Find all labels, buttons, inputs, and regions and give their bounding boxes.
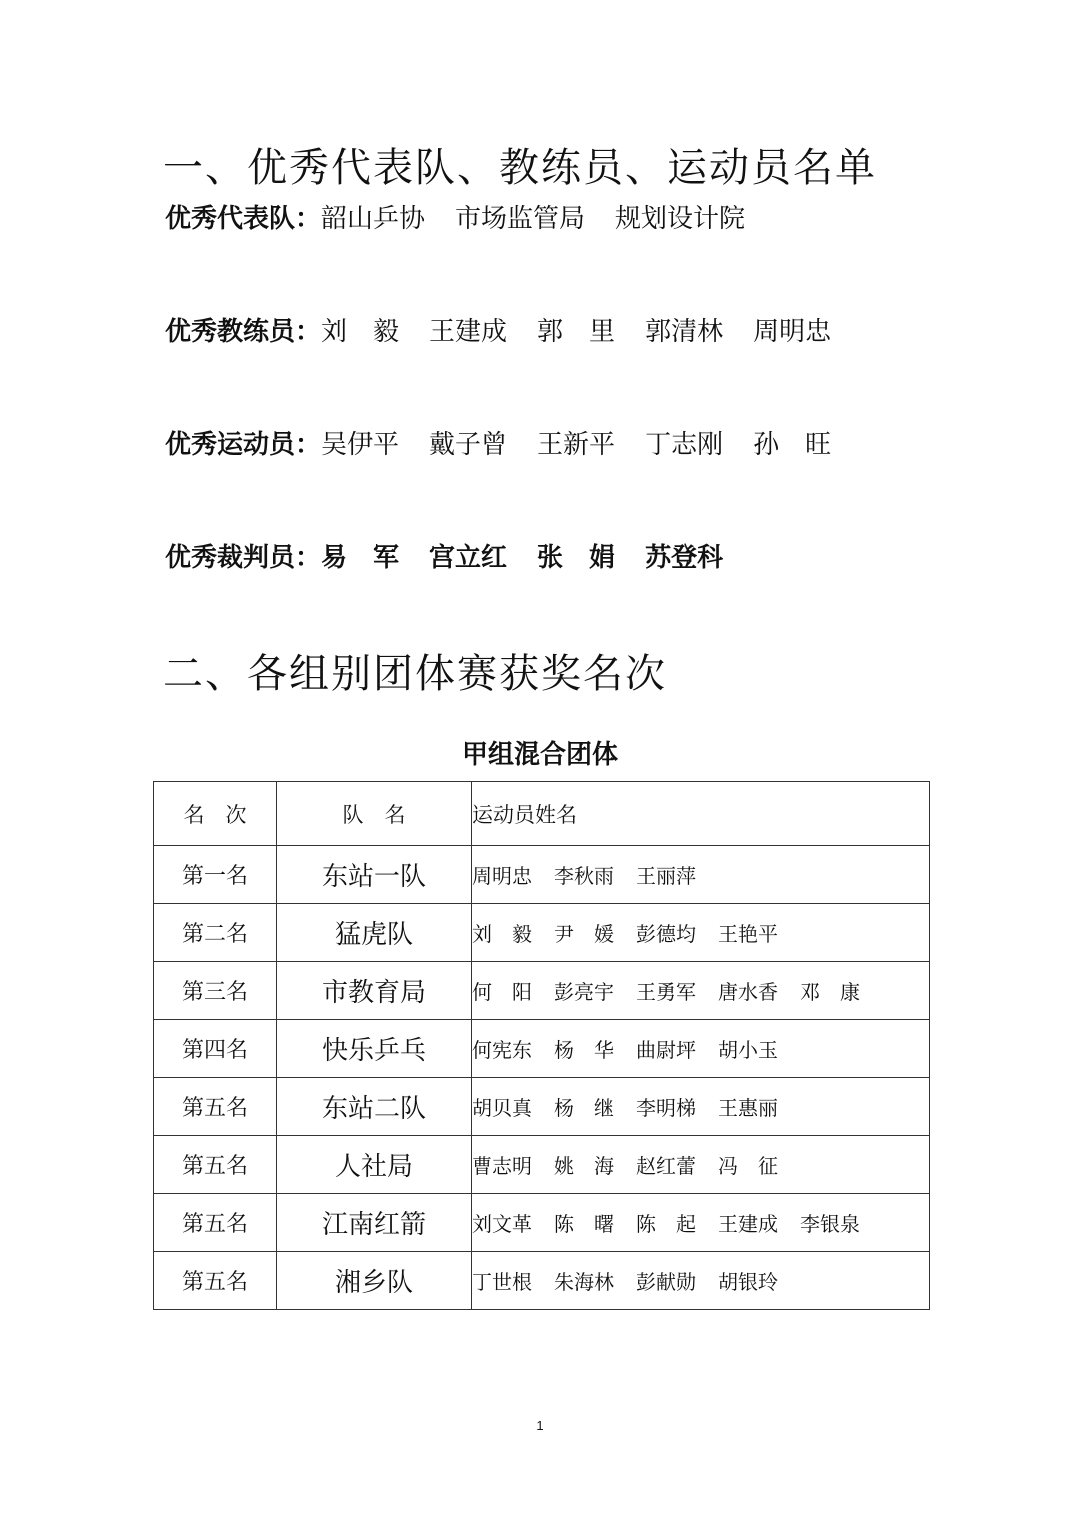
player-name: 邓 康 <box>800 980 860 1004</box>
players-cell <box>472 1194 930 1252</box>
rank-cell: 第五名 <box>154 1078 277 1136</box>
player-name: 朱海林 <box>554 1270 614 1294</box>
player-name: 李秋雨 <box>554 864 614 888</box>
table-row <box>154 1252 930 1310</box>
name-item: 市场监管局 <box>455 204 586 234</box>
table-row <box>154 904 930 962</box>
team-cell: 市教育局 <box>277 962 472 1020</box>
table-row <box>154 1194 930 1252</box>
excellent-referees-row <box>165 537 753 574</box>
player-name: 胡小玉 <box>718 1038 778 1062</box>
team-cell: 湘乡队 <box>277 1252 472 1310</box>
rank-cell: 第五名 <box>154 1194 277 1252</box>
players-cell <box>472 962 930 1020</box>
rank-cell: 第五名 <box>154 1136 277 1194</box>
player-name: 王勇军 <box>636 980 696 1004</box>
row-names <box>321 204 775 234</box>
table-header-row <box>154 782 930 846</box>
table-row <box>154 1078 930 1136</box>
row-names <box>321 317 861 347</box>
table-row <box>154 846 930 904</box>
name-item: 戴子曾 <box>429 430 508 460</box>
name-item: 孙 旺 <box>753 430 832 460</box>
team-cell: 东站二队 <box>277 1078 472 1136</box>
player-name: 何宪东 <box>472 1038 532 1062</box>
player-name: 曲尉坪 <box>636 1038 696 1062</box>
name-item: 吴伊平 <box>321 430 400 460</box>
player-name: 王艳平 <box>718 922 778 946</box>
player-name: 丁世根 <box>472 1270 532 1294</box>
players-cell <box>472 846 930 904</box>
header-team: 队 名 <box>277 782 472 846</box>
name-item: 苏登科 <box>645 543 724 573</box>
name-item: 王建成 <box>429 317 508 347</box>
rank-cell: 第一名 <box>154 846 277 904</box>
player-name: 杨 继 <box>554 1096 614 1120</box>
player-name: 王建成 <box>718 1212 778 1236</box>
player-name: 李银泉 <box>800 1212 860 1236</box>
player-name: 彭亮宇 <box>554 980 614 1004</box>
team-cell: 猛虎队 <box>277 904 472 962</box>
name-item: 周明忠 <box>753 317 832 347</box>
row-names <box>321 543 753 573</box>
player-name: 李明梯 <box>636 1096 696 1120</box>
player-name: 陈 起 <box>636 1212 696 1236</box>
name-item: 易 军 <box>321 543 400 573</box>
excellent-coaches-row <box>165 311 861 348</box>
name-item: 规划设计院 <box>615 204 746 234</box>
player-name: 周明忠 <box>472 864 532 888</box>
table-row <box>154 962 930 1020</box>
name-item: 宫立红 <box>429 543 508 573</box>
players-cell <box>472 1252 930 1310</box>
header-rank: 名 次 <box>154 782 277 846</box>
row-label: 优秀代表队： <box>165 204 322 234</box>
rank-cell: 第二名 <box>154 904 277 962</box>
player-name: 唐水香 <box>718 980 778 1004</box>
player-name: 彭德均 <box>636 922 696 946</box>
page-number: 1 <box>536 1418 544 1433</box>
team-cell: 人社局 <box>277 1136 472 1194</box>
player-name: 尹 媛 <box>554 922 614 946</box>
team-cell: 东站一队 <box>277 846 472 904</box>
player-name: 胡贝真 <box>472 1096 532 1120</box>
name-item: 张 娟 <box>537 543 616 573</box>
team-cell: 快乐乒乓 <box>277 1020 472 1078</box>
table-body <box>154 846 930 1310</box>
rank-cell: 第三名 <box>154 962 277 1020</box>
player-name: 曹志明 <box>472 1154 532 1178</box>
player-name: 何 阳 <box>472 980 532 1004</box>
section2-title: 二、各组别团体赛获奖名次 <box>163 651 667 697</box>
player-name: 刘 毅 <box>472 922 532 946</box>
name-item: 韶山乒协 <box>321 204 426 234</box>
rank-cell: 第五名 <box>154 1252 277 1310</box>
name-item: 郭 里 <box>537 317 616 347</box>
player-name: 赵红蕾 <box>636 1154 696 1178</box>
name-item: 郭清林 <box>645 317 724 347</box>
player-name: 彭献勋 <box>636 1270 696 1294</box>
name-item: 刘 毅 <box>321 317 400 347</box>
header-players: 运动员姓名 <box>472 782 930 846</box>
player-name: 陈 曙 <box>554 1212 614 1236</box>
table-title: 甲组混合团体 <box>461 740 618 770</box>
player-name: 冯 征 <box>718 1154 778 1178</box>
table-row <box>154 1136 930 1194</box>
player-name: 王惠丽 <box>718 1096 778 1120</box>
player-name: 杨 华 <box>554 1038 614 1062</box>
row-names <box>321 430 861 460</box>
table-row <box>154 1020 930 1078</box>
players-cell <box>472 1078 930 1136</box>
row-label: 优秀教练员： <box>165 317 322 347</box>
row-label: 优秀运动员： <box>165 430 322 460</box>
team-cell: 江南红箭 <box>277 1194 472 1252</box>
excellent-teams-row <box>165 198 775 235</box>
players-cell <box>472 1020 930 1078</box>
excellent-athletes-row <box>165 424 861 461</box>
player-name: 刘文革 <box>472 1212 532 1236</box>
name-item: 丁志刚 <box>645 430 724 460</box>
player-name: 姚 海 <box>554 1154 614 1178</box>
results-table <box>153 781 930 1310</box>
players-cell <box>472 1136 930 1194</box>
player-name: 胡银玲 <box>718 1270 778 1294</box>
name-item: 王新平 <box>537 430 616 460</box>
section1-title: 一、优秀代表队、教练员、运动员名单 <box>163 145 877 191</box>
player-name: 王丽萍 <box>636 864 696 888</box>
rank-cell: 第四名 <box>154 1020 277 1078</box>
players-cell <box>472 904 930 962</box>
row-label: 优秀裁判员： <box>165 543 322 573</box>
